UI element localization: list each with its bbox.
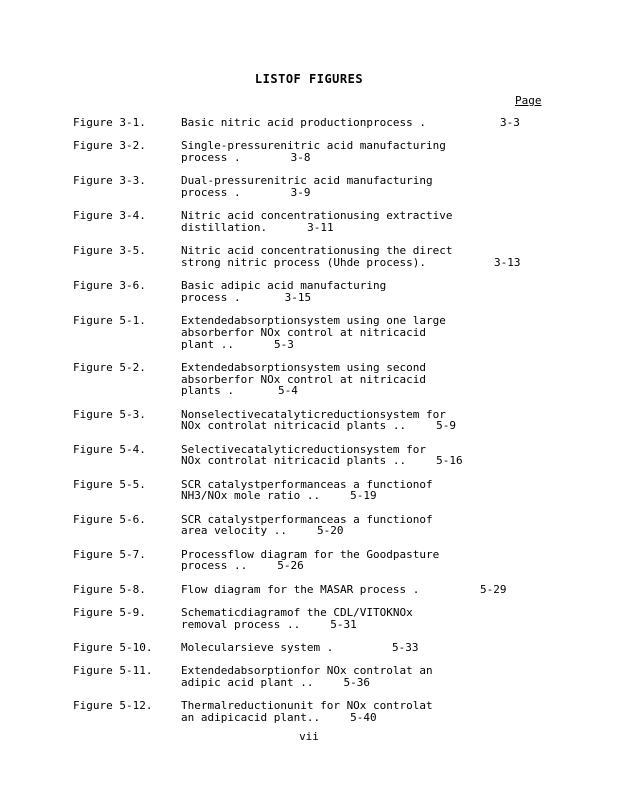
figure-label: Figure 5-1. <box>73 314 146 328</box>
figure-caption <box>181 700 541 724</box>
figure-entry <box>0 642 618 654</box>
figure-label: Figure 5-10. <box>73 640 153 654</box>
figure-caption-line: Selectivecatalyticreductionsystem for <box>181 442 427 456</box>
figure-caption-line: Flow diagram for the MASAR process . <box>181 582 420 596</box>
figure-entry <box>0 479 618 503</box>
figure-caption-line: Nitric acid concentrationusing extractive <box>181 209 453 223</box>
figure-caption-line: NH3/NOx mole ratio .. <box>181 489 321 503</box>
figure-caption-line: SCR catalystperformanceas a functionof <box>181 512 433 526</box>
figure-caption <box>181 117 541 129</box>
figure-page-number: 5-31 <box>330 617 357 631</box>
figure-page-number: 5-9 <box>436 419 457 433</box>
figure-page-number: 5-3 <box>273 337 294 351</box>
figure-entry <box>0 362 618 397</box>
figure-caption <box>181 607 541 631</box>
figure-label: Figure 5-8. <box>73 582 146 596</box>
figure-label: Figure 3-5. <box>73 244 146 258</box>
figure-label: Figure 5-11. <box>73 663 153 677</box>
figure-caption <box>181 665 541 689</box>
figure-label: Figure 3-1. <box>73 116 146 129</box>
figure-entry <box>0 700 618 724</box>
figure-list <box>0 117 618 735</box>
figure-page-number: 5-20 <box>316 524 344 538</box>
figure-caption-line: Thermalreductionunit for NOx controlat <box>181 698 433 712</box>
figure-entry <box>0 514 618 538</box>
figure-caption-line: Processflow diagram for the Goodpasture <box>181 547 440 561</box>
figure-caption-line: Extendedabsorptionsystem using second <box>181 360 427 374</box>
figure-caption-line: Schematicdiagramof the CDL/VITOKNOx <box>181 605 413 619</box>
figure-entry <box>0 280 618 304</box>
figure-label: Figure 3-6. <box>73 279 146 293</box>
figure-caption-line: absorberfor NOx control at nitricacid <box>181 372 427 386</box>
figure-page-number: 5-29 <box>480 582 507 596</box>
figure-page-number: 5-36 <box>343 675 370 689</box>
figure-caption-line: removal process .. <box>181 617 301 631</box>
figure-caption <box>181 642 541 654</box>
figure-caption-line: adipic acid plant .. <box>181 675 314 689</box>
figure-caption-line: area velocity .. <box>181 524 287 538</box>
figure-entry <box>0 584 618 596</box>
figure-caption-line: absorberfor NOx control at nitricacid <box>181 325 427 339</box>
figure-page-number: 3-11 <box>307 220 334 234</box>
figure-page-number: 3-15 <box>284 290 312 304</box>
figure-caption <box>181 280 541 304</box>
figure-caption-line: plant .. <box>181 337 234 351</box>
figure-caption-line: Molecularsieve system . <box>181 640 334 654</box>
figure-caption-line: Basic nitric acid productionprocess . <box>181 116 427 129</box>
figure-caption <box>181 514 541 538</box>
figure-caption <box>181 245 541 269</box>
figure-caption-line: SCR catalystperformanceas a functionof <box>181 477 433 491</box>
figure-label: Figure 5-7. <box>73 547 146 561</box>
figure-label: Figure 3-4. <box>73 209 146 223</box>
figure-caption-line: process . <box>181 150 241 164</box>
figure-caption-line: Basic adipic acid manufacturing <box>181 279 387 293</box>
figure-page-number: 3-8 <box>290 150 311 164</box>
figure-caption-line: Single-pressurenitric acid manufacturing <box>181 139 446 153</box>
figure-caption-line: NOx controlat nitricacid plants .. <box>181 454 407 468</box>
figure-label: Figure 5-3. <box>73 407 146 421</box>
figure-entry <box>0 444 618 468</box>
figure-page-number: 5-16 <box>436 454 463 468</box>
figure-caption <box>181 140 541 164</box>
figure-caption-line: Dual-pressurenitric acid manufacturing <box>181 174 433 188</box>
figure-page-number: 5-40 <box>350 710 377 724</box>
figure-label: Figure 5-2. <box>73 360 146 374</box>
figure-page-number: 3-13 <box>494 255 521 269</box>
figure-label: Figure 5-4. <box>73 442 146 456</box>
figure-caption-line: process . <box>181 290 241 304</box>
figure-page-number: 5-33 <box>392 640 419 654</box>
figure-page-number: 3-3 <box>500 116 520 129</box>
figure-caption <box>181 444 541 468</box>
figure-entry <box>0 409 618 433</box>
figure-caption-line: Nonselectivecatalyticreductionsystem for <box>181 407 446 421</box>
figure-caption-line: NOx controlat nitricacid plants .. <box>181 419 407 433</box>
figure-label: Figure 5-5. <box>73 477 146 491</box>
figure-label: Figure 3-2. <box>73 139 146 153</box>
figure-caption-line: plants . <box>181 384 234 398</box>
figure-entry <box>0 665 618 689</box>
figure-caption-line: an adipicacid plant.. <box>181 710 321 724</box>
figure-caption <box>181 175 541 199</box>
figure-page-number: 5-26 <box>277 559 304 573</box>
figure-caption <box>181 409 541 433</box>
figure-entry <box>0 210 618 234</box>
figure-caption-line: process .. <box>181 559 248 573</box>
page-title: LISTOF FIGURES <box>254 72 364 86</box>
figure-entry <box>0 549 618 573</box>
figure-caption <box>181 479 541 503</box>
figure-label: Figure 5-6. <box>73 512 146 526</box>
figure-page-number: 5-19 <box>350 489 377 503</box>
figure-entry <box>0 607 618 631</box>
figure-caption-line: distillation. <box>181 220 268 234</box>
page-column-header: Page <box>515 94 542 107</box>
figure-label: Figure 5-12. <box>73 698 153 712</box>
figure-caption <box>181 362 541 397</box>
figure-label: Figure 3-3. <box>73 174 146 188</box>
figure-caption <box>181 210 541 234</box>
figure-entry <box>0 175 618 199</box>
figure-label: Figure 5-9. <box>73 605 146 619</box>
figure-caption-line: process . <box>181 185 241 199</box>
figure-entry <box>0 140 618 164</box>
figure-caption-line: Extendedabsorptionfor NOx controlat an <box>181 663 433 677</box>
figure-entry <box>0 315 618 350</box>
figure-caption <box>181 315 541 350</box>
figure-caption-line: strong nitric process (Uhde process). <box>181 255 427 269</box>
figure-caption-line: Extendedabsorptionsystem using one large <box>181 314 446 328</box>
page-footer-number: vii <box>299 730 319 743</box>
figure-page-number: 3-9 <box>290 185 311 199</box>
figure-entry <box>0 117 618 129</box>
figure-caption <box>181 549 541 573</box>
figure-entry <box>0 245 618 269</box>
figure-page-number: 5-4 <box>277 384 298 398</box>
figure-caption-line: Nitric acid concentrationusing the direct <box>181 244 453 258</box>
